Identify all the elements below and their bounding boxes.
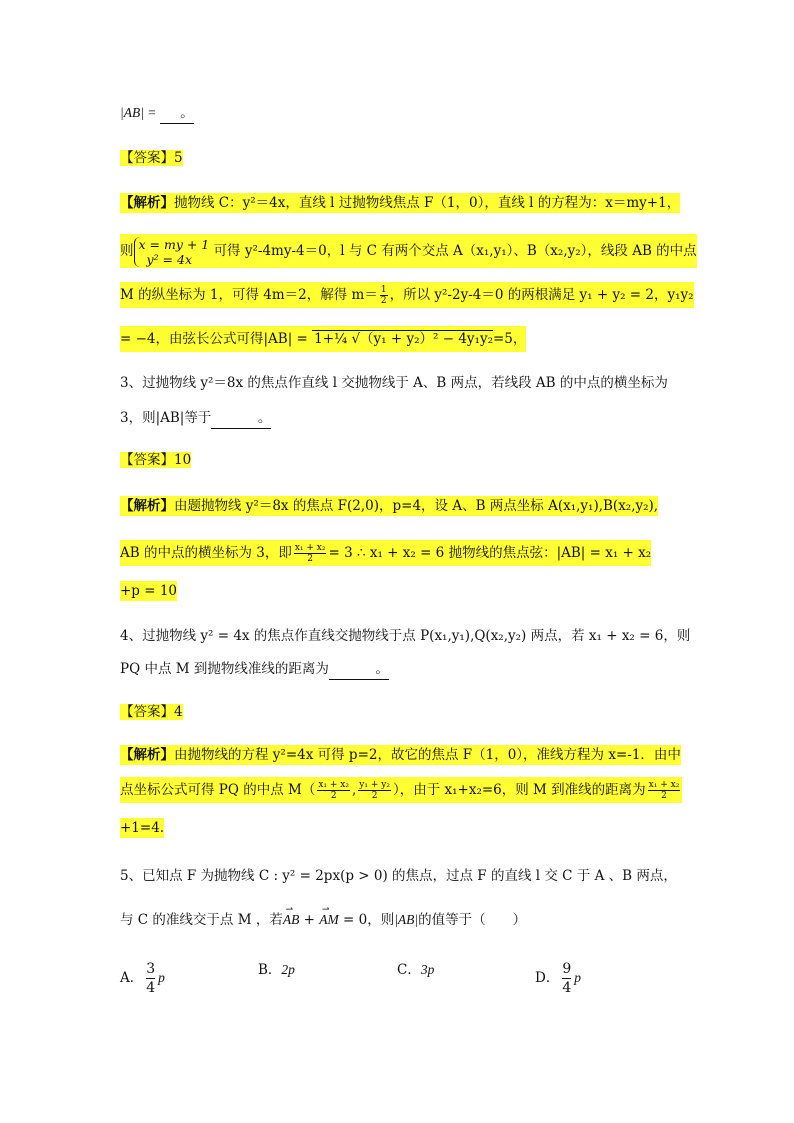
option-d-fraction (562, 960, 571, 997)
fraction-y-mid (358, 780, 391, 801)
frac-num: x₁ + x₂ (318, 780, 349, 790)
q5-question-text-2a: 与 C 的准线交于点 M ，若 (120, 912, 283, 928)
answer-label: 【答案】 (120, 150, 174, 166)
q4-analysis-line-2: 点坐标公式可得 PQ 的中点 M（ $\frac{\text{x₁ + x₂}}{2}$ , $\frac{\text{y₁ + y₂}}{2}$ ），由于 x₁+x₂=6，则 M 到准线的距离为 $\frac{\text{x₁ + x₂}}{2}$ (120, 777, 682, 803)
option-a-suffix: p (158, 970, 165, 985)
q3-question-line-2 (120, 408, 271, 429)
q2-analysis-line-1 (120, 193, 680, 213)
q2-analysis-text-3a: M 的纵坐标为 1，可得 4m＝2，解得 m＝ (120, 287, 378, 303)
ab-label: |AB| = (120, 105, 160, 120)
q5-question-line-1: 5、已知点 F 为抛物线 C : y² = 2px(p > 0) 的焦点，过点 F 的直线 l 交 C 于 A 、B 两点， (120, 868, 677, 884)
option-a-fraction (146, 960, 155, 997)
chord-length-sqrt: 1+¼ √（y₁ + y₂）² − 4y₁y₂ (314, 331, 493, 347)
frac-num: y₁ + y₂ (359, 780, 390, 790)
frac-den: 2 (380, 296, 387, 306)
answer-label: 【答案】 (120, 704, 174, 720)
fraction-distance (648, 780, 681, 801)
q5-question-text-2c: 的值等于（ ） (418, 912, 527, 928)
q2-analysis-line-2 (120, 234, 697, 268)
vector-zero: = 0 (338, 912, 368, 928)
fraction-half (380, 285, 388, 306)
q2-answer-value: 5 (174, 150, 183, 166)
frac-den: 2 (330, 791, 337, 801)
frac-den: 2 (371, 791, 378, 801)
q5-question-line-2 (120, 910, 526, 930)
q3-analysis-line-2 (120, 540, 651, 566)
option-a[interactable] (120, 960, 165, 997)
frac-num: 9 (562, 961, 572, 977)
frac-den: 2 (307, 554, 314, 564)
option-a-label: A． (120, 970, 144, 986)
q2-analysis-text-4b: =5， (493, 331, 527, 347)
equation-system (134, 237, 210, 267)
frac-den: 2 (661, 791, 667, 801)
frac-den: 4 (562, 980, 572, 996)
analysis-label: 【解析】 (120, 195, 174, 211)
q3-answer (120, 450, 191, 470)
q4-analysis-line-1 (120, 745, 681, 765)
option-c-label: C． (397, 962, 421, 978)
fraction-x-mid (317, 780, 350, 801)
q3-question-text-2: 3，则|AB|等于 (120, 410, 212, 426)
system-eq-1: x = my + 1 (138, 236, 210, 252)
q5-question-text-2b: ，则 (367, 912, 395, 928)
q4-analysis-line-3: +1=4. (120, 820, 165, 836)
analysis-label: 【解析】 (120, 747, 174, 763)
system-eq-2: y² = 4x (146, 251, 192, 267)
q2-analysis-line-4 (120, 326, 526, 352)
q2-analysis-text-4a: = −4，由弦长公式可得|AB| = (120, 331, 308, 347)
q4-answer-value: 4 (174, 704, 183, 720)
q2-analysis-text-1: 抛物线 C：y²＝4x，直线 l 过抛物线焦点 F（1，0），直线 l 的方程为：x＝my+1， (174, 195, 681, 211)
abs-ab: |AB| (394, 912, 419, 927)
option-d-label: D． (535, 970, 560, 986)
q3-analysis-line-1 (120, 496, 658, 516)
frac-num: 3 (146, 961, 156, 977)
analysis-label: 【解析】 (120, 498, 174, 514)
q3-analysis-text-2b: = 3 ∴ x₁ + x₂ = 6 抛物线的焦点弦：|AB| = x₁ + x₂ (328, 545, 652, 561)
q3-question-line-1: 3、过抛物线 y²＝8x 的焦点作直线 l 交抛物线于 A、B 两点，若线段 AB 的中点的横坐标为 (120, 375, 668, 391)
option-c-text: 3p (420, 962, 435, 977)
option-d[interactable] (535, 960, 581, 997)
frac-den: 4 (146, 980, 156, 996)
q4-question-line-1: 4、过抛物线 y² = 4x 的焦点作直线交抛物线于点 P(x₁,y₁),Q(x₂,y₂) 两点，若 x₁ + x₂ = 6，则 (120, 628, 691, 644)
answer-label: 【答案】 (120, 452, 174, 468)
q3-analysis-text-1: 由题抛物线 y²＝8x 的焦点 F(2,0)，p=4，设 A、B 两点坐标 A(x₁,y₁),B(x₂,y₂), (174, 498, 659, 514)
frac-num: 1 (380, 285, 387, 295)
answer-blank: 。 (160, 103, 194, 124)
option-c[interactable] (397, 960, 434, 980)
q3-answer-value: 10 (174, 452, 192, 468)
fraction-midpoint (294, 543, 327, 564)
option-d-suffix: p (574, 970, 581, 985)
ab-blank-line (120, 103, 194, 124)
q3-analysis-text-2a: AB 的中点的横坐标为 3，即 (120, 545, 292, 561)
vector-ab: ⇀ AB (283, 910, 300, 930)
q4-question-text-2: PQ 中点 M 到抛物线准线的距离为 (120, 661, 329, 677)
frac-num: x₁ + x₂ (294, 543, 326, 553)
q2-analysis-line-3 (120, 282, 694, 308)
vector-plus: + (299, 912, 320, 928)
q4-question-line-2 (120, 659, 389, 680)
q4-analysis-text-2a: 点坐标公式可得 PQ 的中点 M（ (120, 782, 316, 798)
q2-answer (120, 148, 183, 168)
q2-analysis-text-2: 可得 y²-4my-4＝0，l 与 C 有两个交点 A（x₁,y₁）、B（x₂,y₂），线段 AB 的中点 (213, 243, 697, 259)
option-b-label: B． (258, 962, 282, 978)
q4-analysis-text-1: 由抛物线的方程 y²=4x 可得 p=2，故它的焦点 F（1，0），准线方程为 x=-1．由中 (174, 747, 681, 763)
q4-analysis-text-2b: ），由于 x₁+x₂=6，则 M 到准线的距离为 (392, 782, 646, 798)
answer-blank: 。 (211, 408, 271, 429)
q2-analysis-text-3b: ，所以 y²-2y-4＝0 的两根满足 y₁ + y₂ = 2，y₁y₂ (389, 287, 694, 303)
q3-analysis-line-3: +p = 10 (120, 583, 178, 599)
q4-answer (120, 702, 183, 722)
option-b-text: 2p (281, 962, 295, 977)
vector-am: ⇀ AM (319, 910, 339, 930)
answer-blank: 。 (329, 659, 389, 680)
option-b[interactable] (258, 960, 295, 980)
frac-num: x₁ + x₂ (648, 780, 680, 790)
q2-then: 则 (120, 243, 134, 259)
